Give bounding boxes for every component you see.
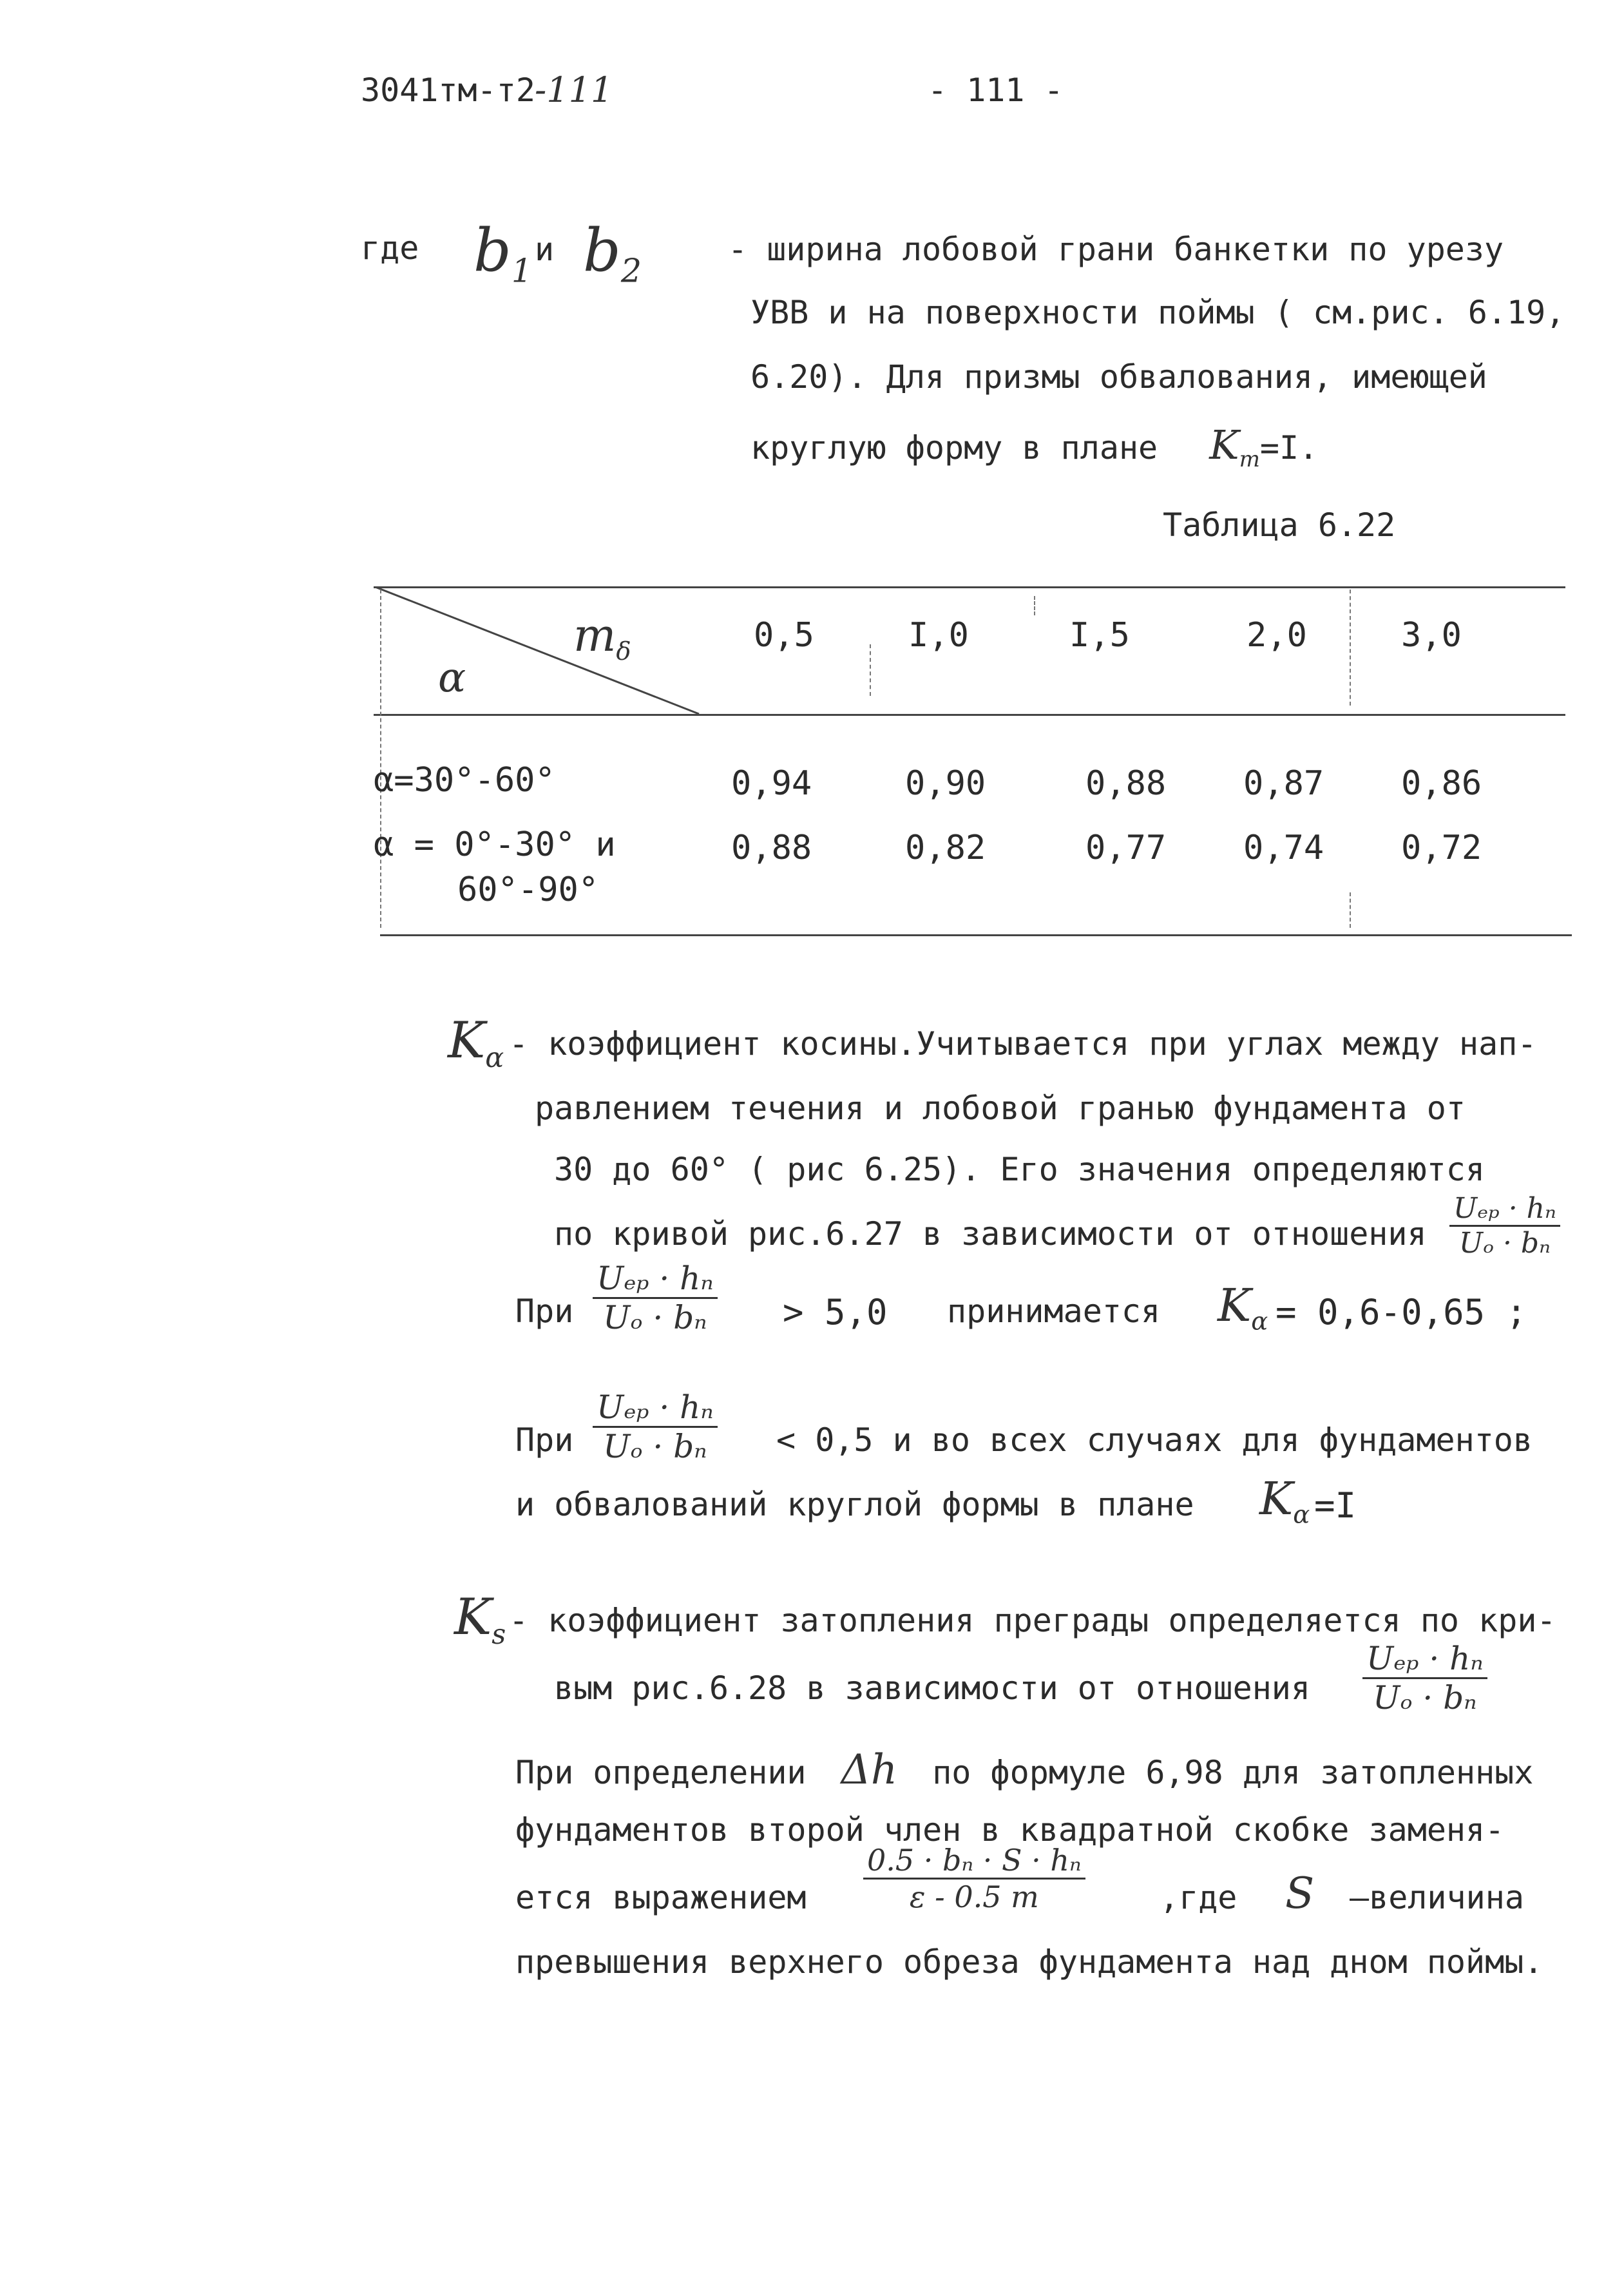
table-cell: 0,90 — [905, 764, 986, 803]
k-s-para-line-3-post: –величина — [1350, 1879, 1524, 1916]
when2-k: $K_\alpha$ — [1259, 1472, 1310, 1530]
definition-line-3: 6.20). Для призмы обвалования, имеющей — [750, 358, 1487, 396]
table-cell: 0,72 — [1401, 829, 1482, 867]
document-code: 3041тм-т2 — [361, 72, 535, 109]
corner-diagonal — [374, 586, 702, 715]
header-cell: I,5 — [1069, 616, 1130, 655]
b1-symbol: $b_1$ — [473, 216, 533, 290]
when2-condition: < 0,5 и во всех случаях для фундаментов — [776, 1421, 1533, 1459]
and-word: и — [535, 231, 555, 268]
table-cell: 0,82 — [905, 829, 986, 867]
k-s-line-2: вым рис.6.28 в зависимости от отношения — [554, 1669, 1310, 1707]
table-cell: 0,87 — [1243, 764, 1324, 803]
k-s-line-1: - коэффициент затопления преграды определяется по кри- — [509, 1602, 1556, 1639]
k-alpha-line-3: 30 до 60° ( рис 6.25). Его значения определяются — [554, 1151, 1485, 1188]
col-divider-3 — [1034, 596, 1035, 615]
table-bottom-rule — [380, 934, 1572, 936]
when1-value: = 0,6-0,65 ; — [1275, 1292, 1527, 1332]
header-cell: 3,0 — [1401, 616, 1462, 655]
table-cell: 0,88 — [1085, 764, 1167, 803]
header-cell: I,0 — [908, 616, 969, 655]
k-alpha-ratio: $\frac{\text{Uₑₚ · hₙ}}{\text{Uₒ · bₙ}}$ — [1449, 1192, 1560, 1260]
corner-alpha: α — [438, 654, 466, 702]
when1-pre: При — [515, 1293, 574, 1330]
k-s-para-line-2: фундаментов второй член в квадратной скобке заменя- — [515, 1811, 1505, 1849]
definition-line-4: круглую форму в плане $K_m=I$. — [750, 421, 1319, 472]
b2-symbol: $b_2$ — [583, 216, 642, 290]
col-divider-1 — [380, 590, 381, 928]
when1-k: $K_\alpha$ — [1218, 1279, 1268, 1336]
row-label-continued: 60°-90° — [457, 870, 599, 909]
when1-ratio: $\frac{\text{Uₑₚ · hₙ}}{\text{Uₒ · bₙ}}$ — [593, 1260, 718, 1336]
k-alpha-line-2: равлением течения и лобовой гранью фундамента от — [535, 1090, 1466, 1127]
handwritten-sheet-number: -111 — [535, 70, 613, 110]
when1-condition: > 5,0 — [783, 1292, 888, 1332]
k-s-para-line-1: При определении Δh по формуле 6,98 для затопленных — [515, 1746, 1534, 1794]
table-caption: Таблица 6.22 — [1163, 506, 1396, 544]
table-cell: 0,94 — [731, 764, 812, 803]
page-number: - 111 - — [928, 72, 1064, 109]
col-divider-2 — [870, 644, 871, 696]
k-s-para-line-3-where: ,где — [1160, 1879, 1237, 1916]
when2-ratio: $\frac{\text{Uₑₚ · hₙ}}{\text{Uₒ · bₙ}}$ — [593, 1389, 718, 1465]
when2-line-2: и обвалований круглой формы в плане — [515, 1486, 1194, 1523]
s-symbol: S — [1285, 1869, 1315, 1918]
col-divider-5 — [1350, 892, 1351, 928]
substitution-expression: $\frac{\text{0.5 · bₙ · S · hₙ}}{\varepsilon - 0.5 m}$ — [863, 1843, 1085, 1914]
definition-line-1: - ширина лобовой грани банкетки по урезу — [728, 231, 1504, 268]
header-cell: 2,0 — [1247, 616, 1307, 655]
when1-accept: принимается — [947, 1293, 1161, 1330]
when2-value: =I — [1314, 1485, 1357, 1526]
where-word: где — [361, 229, 419, 267]
row-label: α = 0°-30° и — [374, 825, 616, 864]
table-cell: 0,88 — [731, 829, 812, 867]
k-s-symbol: $K_s$ — [454, 1588, 506, 1651]
corner-m-delta: $m_\delta$ — [573, 609, 631, 666]
k-s-para-line-3-pre: ется выражением — [515, 1879, 807, 1916]
row-label: α=30°-60° — [374, 761, 555, 800]
definition-line-2: УВВ и на поверхности поймы ( см.рис. 6.19, — [750, 294, 1565, 331]
k-s-ratio: $\frac{\text{Uₑₚ · hₙ}}{\text{Uₒ · bₙ}}$ — [1362, 1640, 1487, 1716]
col-divider-4 — [1350, 590, 1351, 706]
header-cell: 0,5 — [754, 616, 814, 655]
k-alpha-line-1: - коэффициент косины.Учитывается при углах между нап- — [509, 1025, 1537, 1063]
k-alpha-symbol: $K_\alpha$ — [448, 1012, 504, 1074]
table-cell: 0,77 — [1085, 829, 1167, 867]
k-alpha-line-4: по кривой рис.6.27 в зависимости от отношения — [554, 1215, 1427, 1253]
k-s-para-line-4: превышения верхнего обреза фундамента над дном поймы. — [515, 1943, 1543, 1981]
table-cell: 0,86 — [1401, 764, 1482, 803]
when2-pre: При — [515, 1421, 574, 1459]
table-cell: 0,74 — [1243, 829, 1324, 867]
